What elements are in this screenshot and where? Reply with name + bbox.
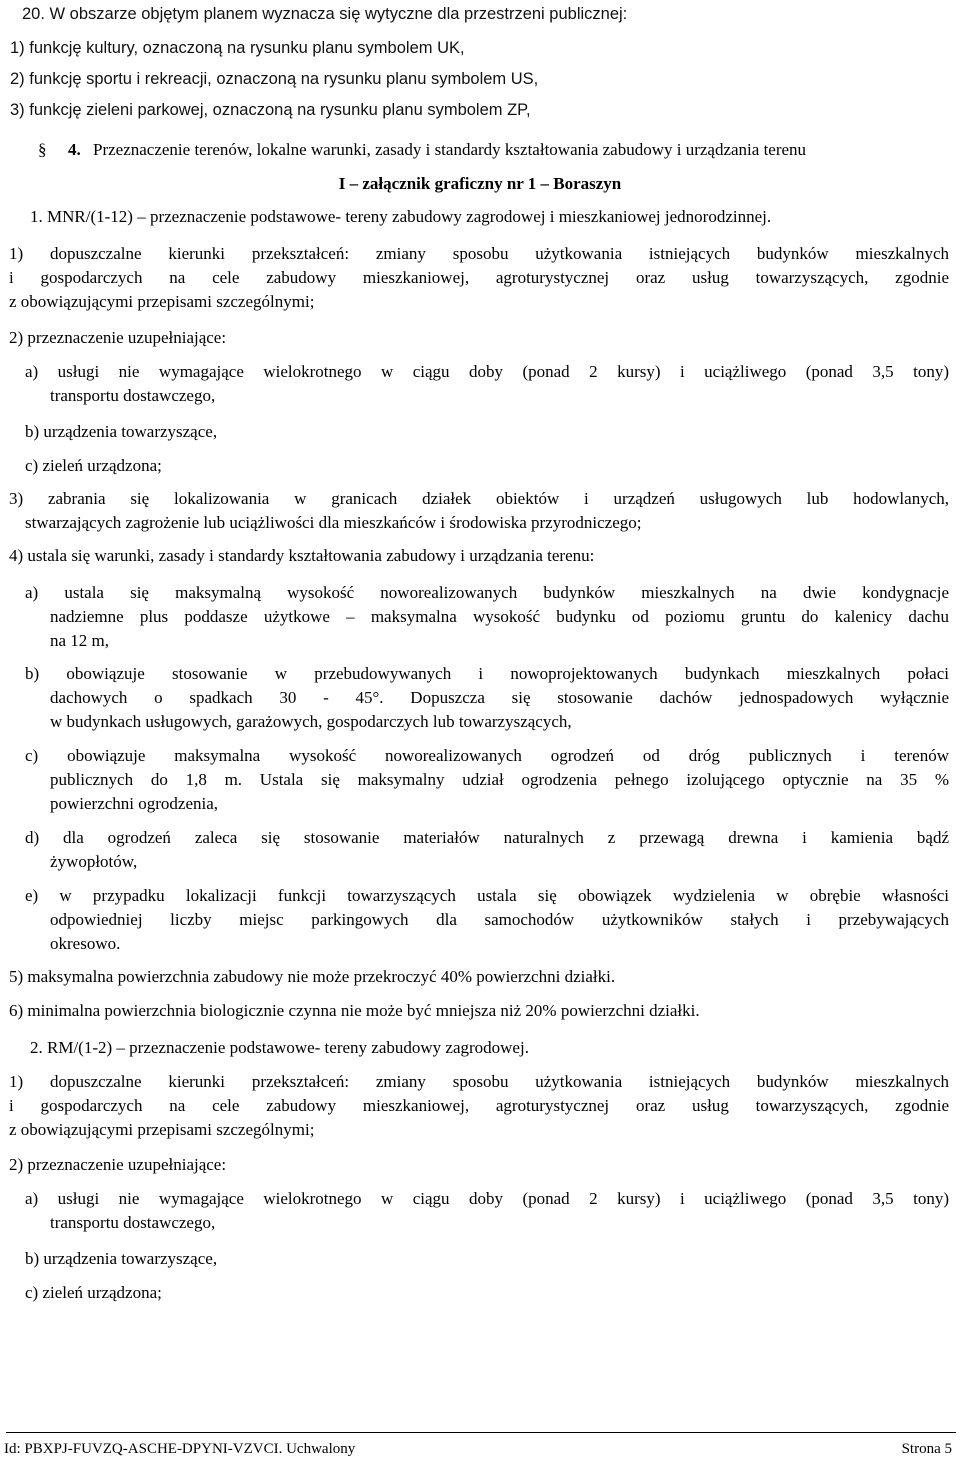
list-item: 6) minimalna powierzchnia biologicznie czynna nie może być mniejsza niż 20% powierzchni działki. bbox=[9, 1001, 700, 1020]
text-line: na 12 m, bbox=[50, 631, 110, 650]
text-line: 1) dopuszczalne kierunki przekształceń: zmiany sposobu użytkowania istniejących budynków mieszkalnych bbox=[9, 244, 949, 263]
text-line: nadziemne plus poddasze użytkowe – maksymalna wysokość budynku od poziomu gruntu do kalenicy dachu bbox=[50, 607, 949, 626]
text-line: z obowiązującymi przepisami szczególnymi; bbox=[9, 1120, 315, 1139]
list-item: 4) ustala się warunki, zasady i standardy kształtowania zabudowy i urządzania terenu: bbox=[9, 546, 595, 565]
zone-mnr-heading: 1. MNR/(1-12) – przeznaczenie podstawowe- tereny zabudowy zagrodowej i mieszkaniowej jednorodzinnej. bbox=[30, 207, 772, 226]
text-line: publicznych do 1,8 m. Ustala się maksymalny udział ogrodzenia pełnego izolującego optycznie na 35 % bbox=[50, 770, 949, 789]
text-line: powierzchni ogrodzenia, bbox=[50, 794, 219, 813]
page-number: Strona 5 bbox=[901, 1441, 952, 1457]
document-id: Id: PBXPJ-FUVZQ-ASCHE-DPYNI-VZVCI. Uchwalony bbox=[4, 1441, 356, 1457]
attachment-title: I – załącznik graficzny nr 1 – Boraszyn bbox=[338, 174, 622, 193]
list-item: c) zieleń urządzona; bbox=[25, 456, 162, 475]
text-line: stwarzających zagrożenie lub uciążliwości dla mieszkańców i środowiska przyrodniczego; bbox=[25, 513, 642, 532]
list-item: e) w przypadku lokalizacji funkcji towarzyszących ustala się obowiązek wydzielenia w obrębie własności bbox=[25, 886, 949, 905]
list-item: c) obowiązuje maksymalna wysokość noworealizowanych ogrodzeń od dróg publicznych i terenów bbox=[25, 746, 949, 765]
text-line: żywopłotów, bbox=[50, 852, 138, 871]
list-item: 2) przeznaczenie uzupełniające: bbox=[9, 1155, 227, 1174]
section-heading: Przeznaczenie terenów, lokalne warunki, zasady i standardy kształtowania zabudowy i urządzania terenu bbox=[93, 140, 807, 159]
list-item: 2) funkcję sportu i rekreacji, oznaczoną na rysunku planu symbolem US, bbox=[10, 70, 539, 88]
text-line: z obowiązującymi przepisami szczególnymi; bbox=[9, 292, 315, 311]
list-item: b) obowiązuje stosowanie w przebudowywanych i nowoprojektowanych budynkach mieszkalnych połaci bbox=[25, 664, 949, 683]
text-line: i gospodarczych na cele zabudowy mieszkaniowej, agroturystycznej oraz usług towarzyszących, zgodnie bbox=[9, 268, 949, 287]
footer-divider bbox=[6, 1432, 956, 1433]
list-item: b) urządzenia towarzyszące, bbox=[25, 1249, 218, 1268]
paragraph-sign: § bbox=[38, 140, 47, 159]
text-line: transportu dostawczego, bbox=[50, 1213, 216, 1232]
list-item: a) usługi nie wymagające wielokrotnego w ciągu doby (ponad 2 kursy) i uciążliwego (ponad 3,5 tony) bbox=[25, 1189, 949, 1208]
text-line: i gospodarczych na cele zabudowy mieszkaniowej, agroturystycznej oraz usług towarzyszących, zgodnie bbox=[9, 1096, 949, 1115]
text-line: w budynkach usługowych, garażowych, gospodarczych lub towarzyszących, bbox=[50, 712, 572, 731]
list-item: c) zieleń urządzona; bbox=[25, 1283, 162, 1302]
text-line: dachowych o spadkach 30 - 45°. Dopuszcza się stosowanie dachów jednospadowych wyłącznie bbox=[50, 688, 949, 707]
list-item: a) usługi nie wymagające wielokrotnego w ciągu doby (ponad 2 kursy) i uciążliwego (ponad 3,5 tony) bbox=[25, 362, 949, 381]
zone-rm-heading: 2. RM/(1-2) – przeznaczenie podstawowe- tereny zabudowy zagrodowej. bbox=[30, 1038, 529, 1057]
list-item: b) urządzenia towarzyszące, bbox=[25, 422, 218, 441]
list-item: 5) maksymalna powierzchnia zabudowy nie może przekroczyć 40% powierzchni działki. bbox=[9, 967, 616, 986]
list-item: a) ustala się maksymalną wysokość noworealizowanych budynków mieszkalnych na dwie kondygnacje bbox=[25, 583, 949, 602]
text-line: odpowiedniej liczby miejsc parkingowych dla samochodów użytkowników stałych i przebywających bbox=[50, 910, 949, 929]
list-item: 3) funkcję zieleni parkowej, oznaczoną na rysunku planu symbolem ZP, bbox=[10, 101, 531, 119]
section-number: 4. bbox=[68, 140, 81, 159]
list-item: d) dla ogrodzeń zaleca się stosowanie materiałów naturalnych z przewagą drewna i kamienia bądź bbox=[25, 828, 949, 847]
list-item: 1) funkcję kultury, oznaczoną na rysunku planu symbolem UK, bbox=[10, 39, 465, 57]
section-20-heading: 20. W obszarze objętym planem wyznacza się wytyczne dla przestrzeni publicznej: bbox=[22, 5, 628, 23]
list-item: 3) zabrania się lokalizowania w granicach działek obiektów i urządzeń usługowych lub hodowlanych, bbox=[9, 489, 949, 508]
text-line: 1) dopuszczalne kierunki przekształceń: zmiany sposobu użytkowania istniejących budynków mieszkalnych bbox=[9, 1072, 949, 1091]
text-line: okresowo. bbox=[50, 934, 121, 953]
text-line: transportu dostawczego, bbox=[50, 386, 216, 405]
list-item: 2) przeznaczenie uzupełniające: bbox=[9, 328, 227, 347]
